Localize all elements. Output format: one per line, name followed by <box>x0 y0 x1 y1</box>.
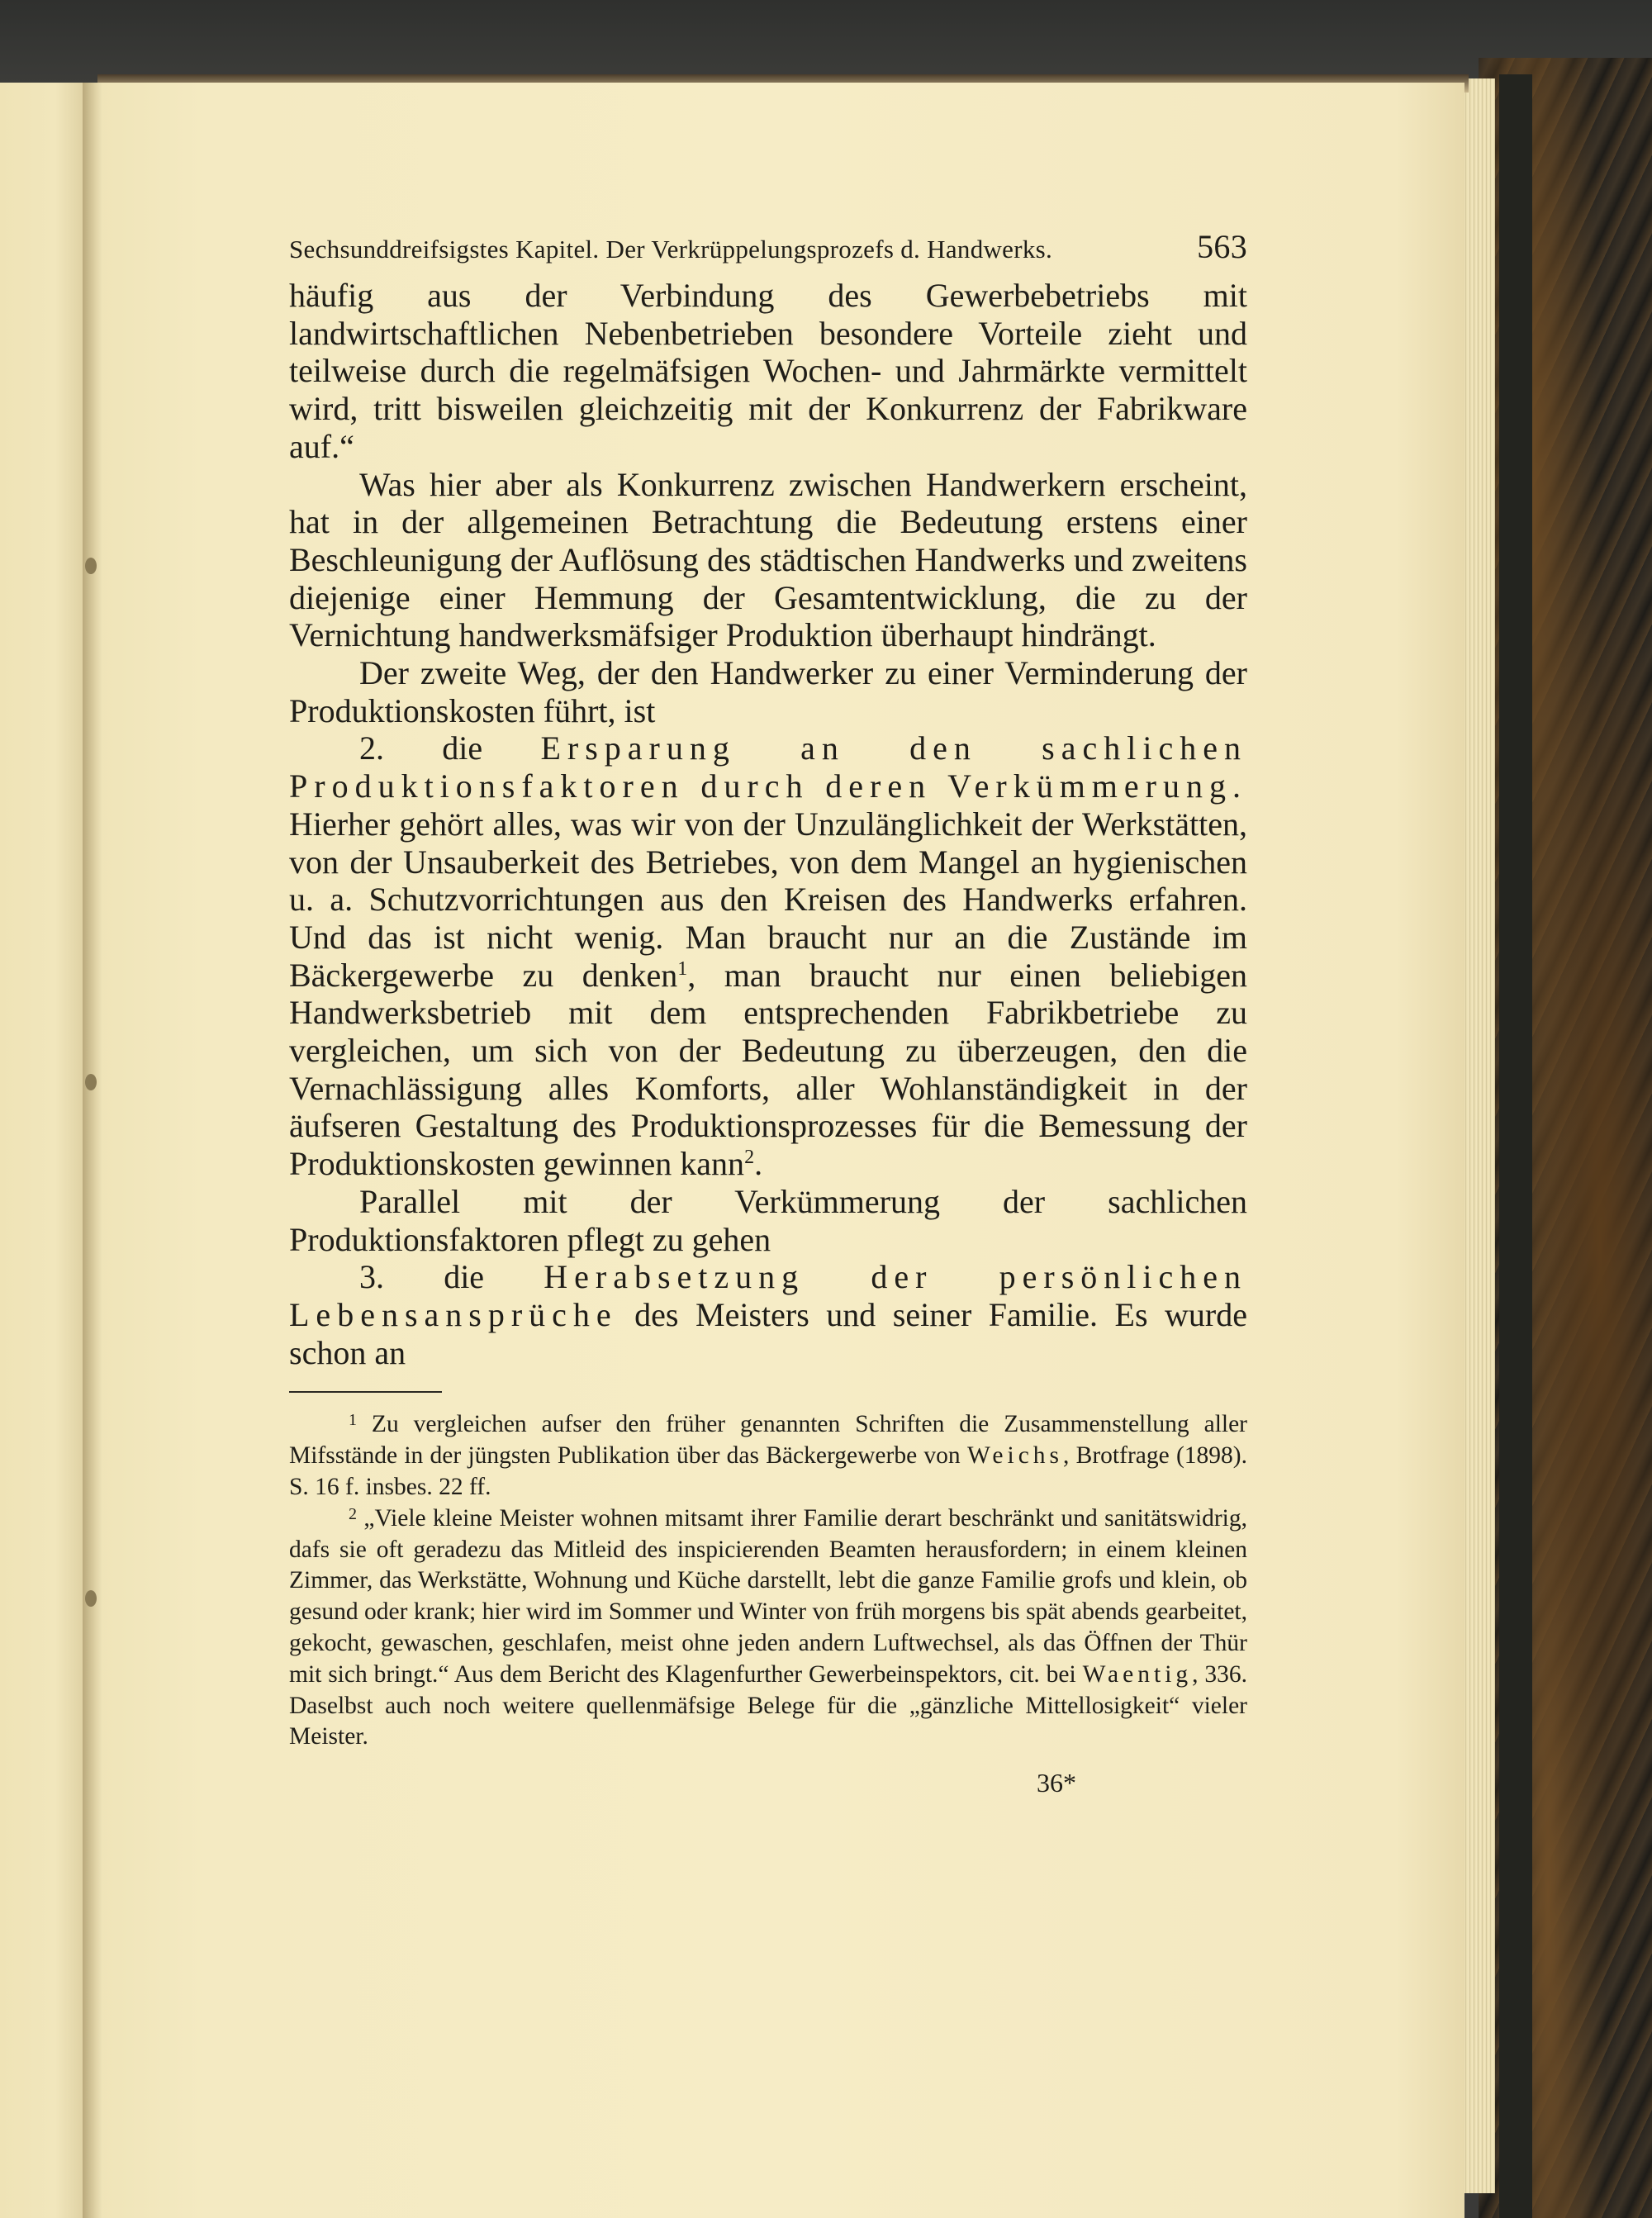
paragraph: Parallel mit der Verkümmerung der sachlichen Produktionsfaktoren pflegt zu gehen <box>289 1182 1247 1258</box>
footnote-text: „Viele kleine Meister wohnen mitsamt ihrer Familie derart beschränkt und sanitätswidrig, dafs sie oft geradezu das Mitleid des inspicierenden Beamten herausfordern; in einem kleinen Zimmer, das Werkstätte, Wohnung und Küche darstellt, lebt die ganze Familie grofs und klein, ob gesund oder krank; hier wird im Sommer und Winter von früh morgens bis spät abends gearbeitet, gekocht, gewaschen, geschlafen, meist ohne jeden andern Luftwechsel, als das Öffnen der Thür mit sich bringt.“ Aus dem Bericht des Klagenfurther Gewerbeinspektors, cit. bei <box>289 1504 1247 1688</box>
footnote-divider <box>289 1391 442 1393</box>
footnote-ref[interactable]: 2 <box>744 1147 755 1169</box>
footnote-ref[interactable]: 1 <box>677 957 688 980</box>
footnote-text: , 336. Daselbst auch noch weitere quellenmäfsige Belege für die „gänzliche Mittellosigkeit“ vieler Meister. <box>289 1660 1248 1750</box>
paragraph: Was hier aber als Konkurrenz zwischen Handwerkern erscheint, hat in der allgemeinen Betrachtung die Bedeutung erstens einer Beschleunigung der Auflösung des städtischen Handwerks und zweitens diejenige einer Hemmung der Gesamtentwicklung, die zu der Vernichtung handwerksmäfsiger Produktion überhaupt hindrängt. <box>289 465 1247 654</box>
author-name: Weichs <box>966 1442 1064 1470</box>
binding-thread-mark <box>85 558 97 574</box>
footnote-2 <box>289 1503 1247 1753</box>
paragraph-text: des Meisters und seiner Familie. Es wurde schon an <box>289 1295 1248 1371</box>
paragraph-text: Hierher gehört alles, was wir von der Unzulänglichkeit der Werkstätten, von der Unsauberkeit des Betriebes, von dem Mangel an hygienischen u. a. Schutzvorrichtungen aus den Kreisen des Handwerks erfahren. Und das ist nicht wenig. Man braucht nur an die Zustände im Bäckergewerbe zu denken <box>289 805 1247 994</box>
punctuation: . <box>754 1145 763 1183</box>
page-stack-edge <box>1462 78 1495 2193</box>
paragraph: häufig aus der Verbindung des Gewerbebetriebs mit landwirtschaftlichen Nebenbetrieben besondere Vorteile zieht und teilweise durch die regelmäfsigen Wochen- und Jahrmärkte vermittelt wird, tritt bisweilen gleichzeitig mit der Konkurrenz der Fabrikware auf.“ <box>289 277 1247 465</box>
main-text <box>289 277 1247 1371</box>
author-name: Waentig <box>1082 1660 1193 1688</box>
footnote-text: Zu vergleichen aufser den früher genannten Schriften die Zusammenstellung aller Mifsstände in der jüngsten Publikation über das Bäckergewerbe von <box>289 1411 1248 1470</box>
page-text <box>289 227 1247 1753</box>
footnotes <box>289 1409 1247 1753</box>
enumeration: 3. die <box>359 1258 485 1296</box>
enumeration: 2. die <box>359 729 483 767</box>
binding-thread-mark <box>85 1074 97 1090</box>
page-gutter <box>83 83 102 2218</box>
running-title: Sechsunddreifsigstes Kapitel. Der Verkrüppelungsprozefs d. Handwerks. <box>289 235 1053 264</box>
paragraph: Der zweite Weg, der den Handwerker zu einer Verminderung der Produktionskosten führt, ist <box>289 654 1247 729</box>
signature-mark: 36* <box>1037 1768 1076 1798</box>
emphasized-term: Ersparung an den sachlichen Produktionsfaktoren durch deren Verkümmerung. <box>289 729 1247 805</box>
running-header <box>289 227 1247 277</box>
footnote-1 <box>289 1409 1247 1503</box>
footnote-mark: 1 <box>349 1411 357 1430</box>
footnote-mark: 2 <box>349 1504 357 1523</box>
paragraph <box>289 729 1247 1182</box>
page-number: 563 <box>1197 228 1247 265</box>
book-cover-edge <box>1499 74 1532 2218</box>
emphasized-term: Herabsetzung der persönlichen Lebensansprüche <box>289 1258 1247 1333</box>
left-page-margin <box>0 83 93 2218</box>
footnote-text: , Brotfrage (1898). S. 16 f. insbes. 22 ff. <box>289 1442 1247 1500</box>
paragraph <box>289 1258 1247 1371</box>
paragraph-text: , man braucht nur einen beliebigen Handwerksbetrieb mit dem entsprechenden Fabrikbetriebe zu vergleichen, um sich von der Bedeutung zu überzeugen, den die Vernachlässigung alles Komforts, aller Wohlanständigkeit in der äufseren Gestaltung des Produktionsprozesses für die Bemessung der Produktionskosten gewinnen kann <box>289 956 1247 1183</box>
binding-thread-mark <box>85 1590 97 1607</box>
